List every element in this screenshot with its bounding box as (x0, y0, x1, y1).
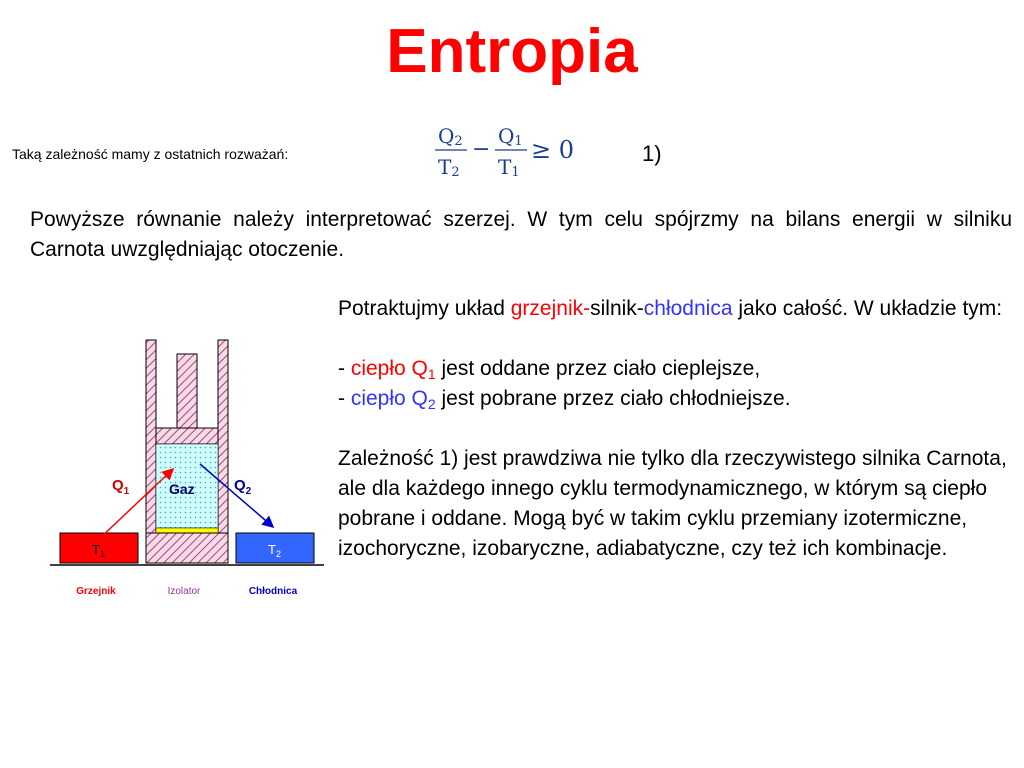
t1-label: $T_1$ (92, 542, 105, 559)
piston (156, 428, 218, 444)
q1-label: $Q_1$ (112, 477, 130, 497)
gas-label: Gaz (169, 481, 195, 497)
heat-q2-label: ciepło $Q_2$ (350, 387, 436, 412)
interpretation-paragraph: Powyższe równanie należy interpretować szerzej. W tym celu spójrzmy na bilans energii w silniku Carnota uwzględniając otoczenie. (30, 208, 1012, 261)
cooler-word: chłodnica (643, 297, 733, 320)
equation-number: 1) (642, 141, 662, 166)
heat-q1-label: ciepło $Q_1$ (350, 357, 436, 382)
validity-paragraph: Zależność 1) jest prawdziwa nie tylko dla rzeczywistego silnika Carnota, ale dla każdego innego cyklu termodynamicznego, w którym są ciepło pobrane i oddane. Mogą być w takim cyklu przemiany izotermiczne, izochoryczne, izobaryczne, adiabatyczne, czy też ich kombinacje. (338, 447, 1007, 560)
term2-denominator: T1 (498, 155, 520, 180)
cylinder-left-wall (146, 340, 156, 536)
heater-word: grzejnik- (510, 297, 591, 320)
bullet-item: - ciepło $Q_1$ jest oddane przez ciało cieplejsze, (338, 357, 761, 382)
engine-word: silnik- (590, 297, 644, 320)
carnot-engine-diagram (48, 330, 328, 610)
relation-text: ≥ 0 (531, 136, 575, 164)
term2-numerator: Q1 (498, 124, 523, 149)
right-column-text (338, 294, 1012, 564)
piston-rod (177, 354, 197, 428)
cooler-caption: Chłodnica (248, 586, 298, 597)
term1-numerator: Q2 (438, 124, 463, 149)
minus-sign: − (472, 137, 491, 162)
t2-label: $T_2$ (268, 542, 281, 559)
entropy-inequality (432, 122, 582, 184)
intro-text: Taką zależność mamy z ostatnich rozważań: (12, 146, 289, 162)
cylinder-right-wall (218, 340, 228, 536)
insulator-block (146, 533, 228, 563)
conducting-plate (156, 528, 218, 533)
system-paragraph: Potraktujmy układ grzejnik-silnik-chłodnica jako całość. W układzie tym: (338, 297, 1003, 320)
term1-denominator: T2 (438, 155, 460, 180)
heater-caption: Grzejnik (76, 586, 116, 597)
slide-title: Entropia (386, 17, 638, 86)
q2-label: $Q_2$ (234, 477, 252, 497)
insulator-caption: Izolator (167, 586, 201, 597)
bullet-item: - ciepło $Q_2$ jest pobrane przez ciało chłodniejsze. (338, 387, 791, 412)
